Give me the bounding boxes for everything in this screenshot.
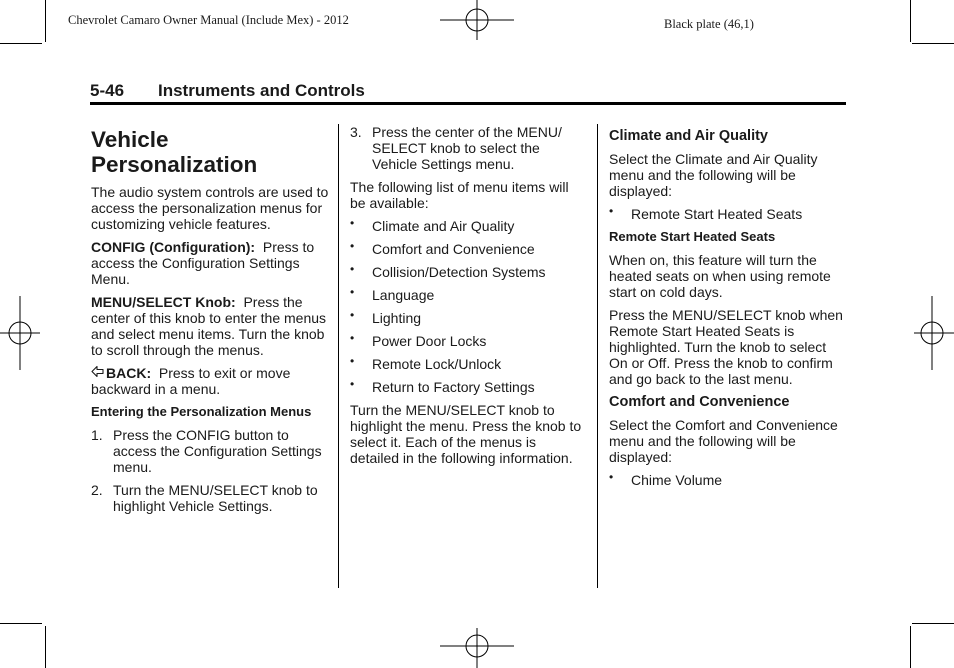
column-divider	[338, 124, 339, 588]
menu-item-label: Comfort and Convenience	[372, 241, 535, 257]
list-item	[350, 310, 586, 326]
steps-list	[91, 427, 329, 514]
comfort-items-list	[609, 472, 847, 488]
comfort-heading: Comfort and Convenience	[609, 394, 790, 410]
section-title: Instruments and Controls	[158, 81, 365, 100]
registration-target-top	[440, 0, 516, 42]
crop-mark	[45, 626, 46, 668]
config-term: CONFIG (Configuration):	[91, 239, 256, 255]
column-3	[609, 124, 847, 495]
config-text: Press to access the Configuration Settings Menu.	[91, 239, 315, 287]
entering-menus-heading: Entering the Personalization Menus	[91, 404, 312, 419]
page-number: 5-46	[90, 81, 125, 100]
menu-select-text: Press the center of this knob to enter the menus and select menu items. Turn the knob to scroll through the menus.	[91, 294, 327, 358]
bullet: •	[350, 216, 355, 230]
list-item	[350, 333, 586, 349]
menu-item-label: Lighting	[372, 310, 422, 326]
list-item	[350, 218, 586, 234]
bullet: •	[609, 470, 614, 484]
intro-paragraph: The audio system controls are used to access the personalization menus for customizing vehicle features.	[91, 184, 329, 232]
menu-items-list	[350, 218, 586, 395]
list-item	[91, 427, 329, 475]
list-item	[91, 482, 329, 514]
menu-item-label: Collision/Detection Systems	[372, 264, 546, 280]
step-text: Press the CONFIG button to access the Configuration Settings menu.	[113, 427, 322, 475]
config-description	[91, 239, 329, 287]
plate-label: Black plate (46,1)	[664, 17, 754, 31]
step-text: Press the center of the MENU/ SELECT knob to select the Vehicle Settings menu.	[372, 124, 562, 172]
registration-target-right	[912, 296, 954, 372]
menu-list-intro: The following list of menu items will be available:	[350, 179, 569, 211]
bullet: •	[350, 285, 355, 299]
comfort-item-label: Chime Volume	[631, 472, 723, 488]
bullet: •	[350, 262, 355, 276]
list-item	[609, 206, 847, 222]
menu-select-term: MENU/SELECT Knob:	[91, 294, 236, 310]
step-number: 1.	[91, 427, 103, 443]
list-item	[350, 379, 586, 395]
list-item	[350, 356, 586, 372]
page-title: Vehicle Personalization	[91, 127, 258, 177]
step-number: 2.	[91, 482, 103, 498]
crop-mark	[0, 43, 42, 44]
crop-mark	[45, 0, 46, 42]
menu-item-label: Remote Lock/Unlock	[372, 356, 502, 372]
step-text: Turn the MENU/SELECT knob to highlight Vehicle Settings.	[113, 482, 318, 514]
back-term: BACK:	[106, 365, 152, 381]
bullet: •	[350, 331, 355, 345]
menu-item-label: Climate and Air Quality	[372, 218, 515, 234]
section-heading	[90, 81, 365, 101]
list-item	[350, 124, 586, 172]
column-divider	[597, 124, 598, 588]
bullet: •	[609, 204, 614, 218]
climate-items-list	[609, 206, 847, 222]
crop-mark	[912, 623, 954, 624]
climate-heading: Climate and Air Quality	[609, 128, 768, 144]
column-2	[350, 124, 586, 473]
steps-list-continued	[350, 124, 586, 172]
bullet: •	[350, 377, 355, 391]
comfort-intro: Select the Comfort and Convenience menu and the following will be displayed:	[609, 417, 838, 465]
menu-item-label: Power Door Locks	[372, 333, 487, 349]
menu-select-description	[91, 294, 329, 358]
back-text: Press to exit or move backward in a menu.	[91, 365, 291, 397]
menu-item-label: Return to Factory Settings	[372, 379, 535, 395]
climate-intro: Select the Climate and Air Quality menu and the following will be displayed:	[609, 151, 818, 199]
back-description	[91, 365, 329, 397]
menu-item-label: Language	[372, 287, 435, 303]
bullet: •	[350, 239, 355, 253]
crop-mark	[912, 43, 954, 44]
list-item	[350, 264, 586, 280]
bullet: •	[350, 308, 355, 322]
closing-paragraph: Turn the MENU/SELECT knob to highlight the menu. Press the knob to select it. Each of the menus is detailed in the following information.	[350, 402, 582, 466]
crop-mark	[910, 626, 911, 668]
manual-title: Chevrolet Camaro Owner Manual (Include Mex) - 2012	[68, 13, 349, 27]
back-arrow-icon	[91, 365, 104, 381]
column-1	[91, 124, 329, 521]
step-number: 3.	[350, 124, 362, 140]
list-item	[350, 241, 586, 257]
rshs-paragraph-2: Press the MENU/SELECT knob when Remote Start Heated Seats is highlighted. Turn the knob to select On or Off. Press the knob to confirm and go back to the last menu.	[609, 307, 843, 387]
section-rule	[90, 102, 846, 105]
list-item	[350, 287, 586, 303]
registration-target-bottom	[440, 626, 516, 668]
crop-mark	[0, 623, 42, 624]
climate-item-label: Remote Start Heated Seats	[631, 206, 803, 222]
remote-start-heated-seats-heading: Remote Start Heated Seats	[609, 229, 776, 244]
bullet: •	[350, 354, 355, 368]
rshs-paragraph-1: When on, this feature will turn the heated seats on when using remote start on cold days.	[609, 252, 831, 300]
registration-target-left	[0, 296, 42, 372]
list-item	[609, 472, 847, 488]
crop-mark	[910, 0, 911, 42]
